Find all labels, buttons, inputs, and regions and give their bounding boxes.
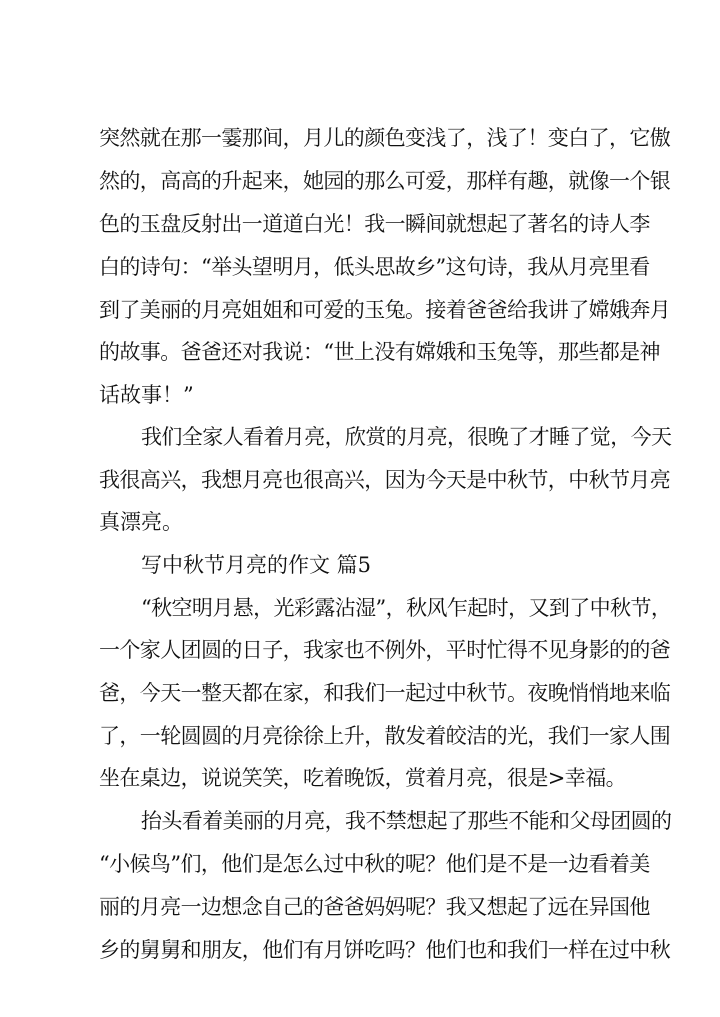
paragraph-line: “秋空明月悬，光彩露沾湿”，秋风乍起时，又到了中秋节，	[141, 596, 672, 620]
paragraph-line: 的故事。爸爸还对我说：“世上没有嫦娥和玉兔等，那些都是神	[99, 340, 660, 364]
paragraph-line: 到了美丽的月亮姐姐和可爱的玉兔。接着爸爸给我讲了嫦娥奔月	[99, 298, 671, 322]
paragraph-line: 白的诗句：“举头望明月，低头思故乡”这句诗，我从月亮里看	[99, 255, 650, 279]
paragraph-line: 坐在桌边，说说笑笑，吃着晚饭，赏着月亮，很是>幸福。	[99, 766, 626, 790]
paragraph-line: 突然就在那一霎那间，月儿的颜色变浅了，浅了！变白了，它傲	[99, 126, 671, 150]
paragraph-line: “小候鸟”们，他们是怎么过中秋的呢？他们是不是一边看着美	[99, 852, 650, 876]
paragraph-line: 我很高兴，我想月亮也很高兴，因为今天是中秋节，中秋节月亮	[99, 468, 671, 492]
paragraph-line: 真漂亮。	[99, 510, 183, 534]
paragraph-line: 我们全家人看着月亮，欣赏的月亮，很晚了才睡了觉，今天	[141, 425, 672, 449]
paragraph-line: 色的玉盘反射出一道道白光！我一瞬间就想起了著名的诗人李	[99, 212, 650, 236]
paragraph-line: 然的，高高的升起来，她园的那么可爱，那样有趣，就像一个银	[99, 169, 671, 193]
paragraph-line: 抬头看着美丽的月亮，我不禁想起了那些不能和父母团圆的	[141, 809, 672, 833]
paragraph-line: 爸，今天一整天都在家，和我们一起过中秋节。夜晚悄悄地来临	[99, 681, 671, 705]
section-heading: 写中秋节月亮的作文 篇5	[141, 553, 372, 577]
paragraph-line: 丽的月亮一边想念自己的爸爸妈妈呢？我又想起了远在异国他	[99, 895, 650, 919]
paragraph-line: 话故事！”	[99, 383, 194, 407]
paragraph-line: 乡的舅舅和朋友，他们有月饼吃吗？他们也和我们一样在过中秋	[99, 938, 671, 962]
paragraph-line: 一个家人团圆的日子，我家也不例外，平时忙得不见身影的的爸	[99, 638, 671, 662]
paragraph-line: 了，一轮圆圆的月亮徐徐上升，散发着皎洁的光，我们一家人围	[99, 724, 671, 748]
